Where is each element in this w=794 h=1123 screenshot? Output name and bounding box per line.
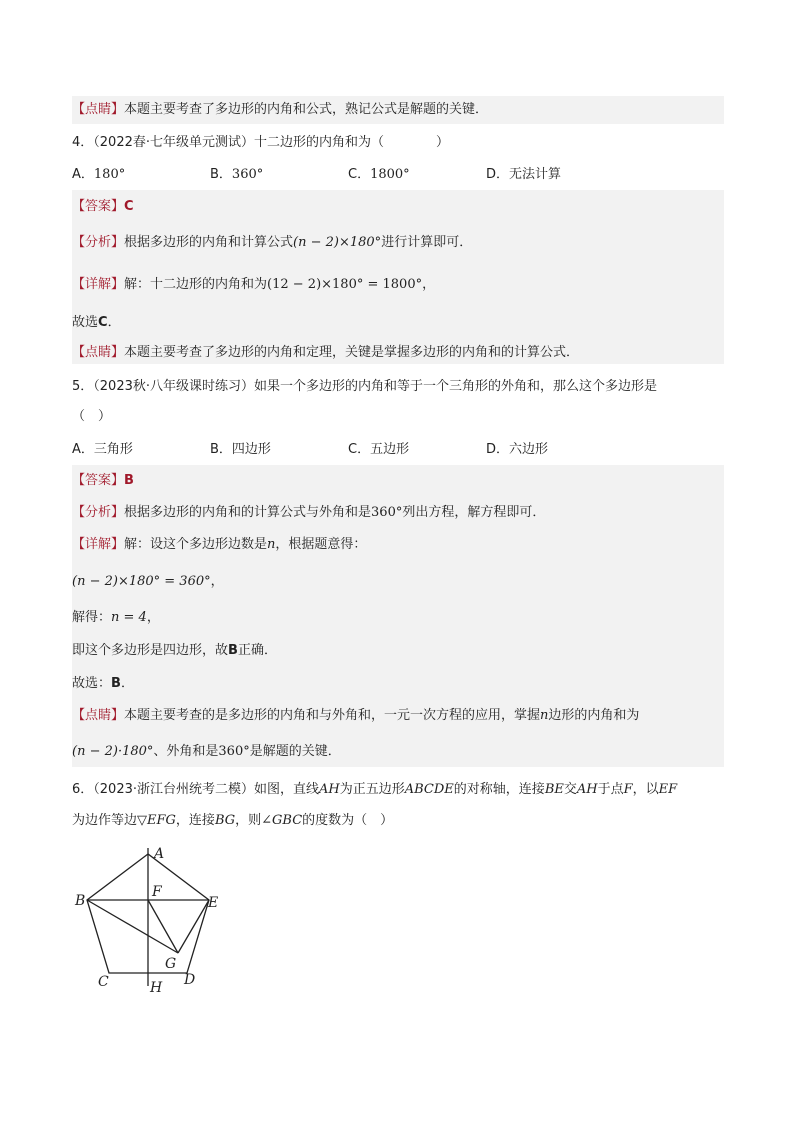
q5-option-b[interactable]: B．四边形: [210, 442, 271, 457]
q5-conclusion: 即这个多边形是四边形，故B正确．: [72, 643, 277, 658]
label-g: G: [165, 956, 177, 972]
q4-choose: 故选C．: [72, 315, 121, 330]
q4-answer: 【答案】C: [72, 199, 134, 214]
label-e: E: [208, 895, 219, 911]
segment-eg: [178, 900, 209, 953]
pentagon-figure: [72, 840, 232, 1000]
label-h: H: [150, 980, 163, 996]
q6-stem-line2: 为边作等边▽EFG，连接BG，则∠GBC的度数为（ ）: [72, 813, 394, 828]
q6-stem-line1: 6．（2023·浙江台州统考二模）如图，直线AH为正五边形ABCDE的对称轴，连接BE交AH于点F，以EF: [72, 782, 678, 797]
q5-option-c[interactable]: C．五边形: [348, 442, 410, 457]
q4-remark: 【点睛】本题主要考查了多边形的内角和定理，关键是掌握多边形的内角和的计算公式．: [72, 345, 580, 360]
segment-fg: [148, 900, 178, 953]
q5-option-a[interactable]: A．三角形: [72, 442, 133, 457]
q4-stem: 4．（2022春·七年级单元测试）十二边形的内角和为（ ）: [72, 135, 449, 150]
q5-remark-line2: (n − 2)·180°、外角和是360°是解题的关键．: [72, 744, 341, 759]
q3-remark-block: [72, 96, 724, 124]
q5-solve: 解得：n = 4，: [72, 610, 160, 625]
q5-option-d[interactable]: D．六边形: [486, 442, 549, 457]
label-b: B: [75, 893, 86, 909]
q5-remark: 【点睛】本题主要考查的是多边形的内角和与外角和，一元一次方程的应用，掌握n边形的内角和为: [72, 708, 640, 723]
label-a: A: [154, 846, 165, 862]
q5-analysis: 【分析】根据多边形的内角和的计算公式与外角和是360°列出方程，解方程即可．: [72, 505, 546, 520]
q4-detail: 【详解】解：十二边形的内角和为(12 − 2)×180° = 1800°，: [72, 277, 436, 292]
q5-choose: 故选：B．: [72, 676, 134, 691]
q5-stem-line2: （ ）: [72, 409, 112, 424]
q5-equation: (n − 2)×180° = 360°，: [72, 574, 224, 589]
remark-tag: 【点睛】: [72, 102, 125, 117]
label-c: C: [98, 974, 109, 990]
label-f: F: [152, 884, 162, 900]
q4-option-b[interactable]: B．360°: [210, 167, 264, 182]
q5-solution-block: [72, 465, 724, 767]
q4-option-c[interactable]: C．1800°: [348, 167, 410, 182]
remark-text: 本题主要考查了多边形的内角和公式，熟记公式是解题的关键．: [124, 102, 489, 117]
q5-answer: 【答案】B: [72, 473, 134, 488]
q3-remark: [72, 101, 488, 119]
q5-detail: 【详解】解：设这个多边形边数是n，根据题意得：: [72, 537, 367, 552]
q5-stem-line1: 5．（2023秋·八年级课时练习）如果一个多边形的内角和等于一个三角形的外角和，那么这个多边形是: [72, 379, 657, 394]
q4-option-a[interactable]: A．180°: [72, 167, 126, 182]
label-d: D: [184, 972, 196, 988]
q4-analysis: 【分析】根据多边形的内角和计算公式(n − 2)×180°进行计算即可．: [72, 235, 473, 250]
q4-option-d[interactable]: D．无法计算: [486, 167, 562, 182]
q4-solution-block: [72, 190, 724, 364]
